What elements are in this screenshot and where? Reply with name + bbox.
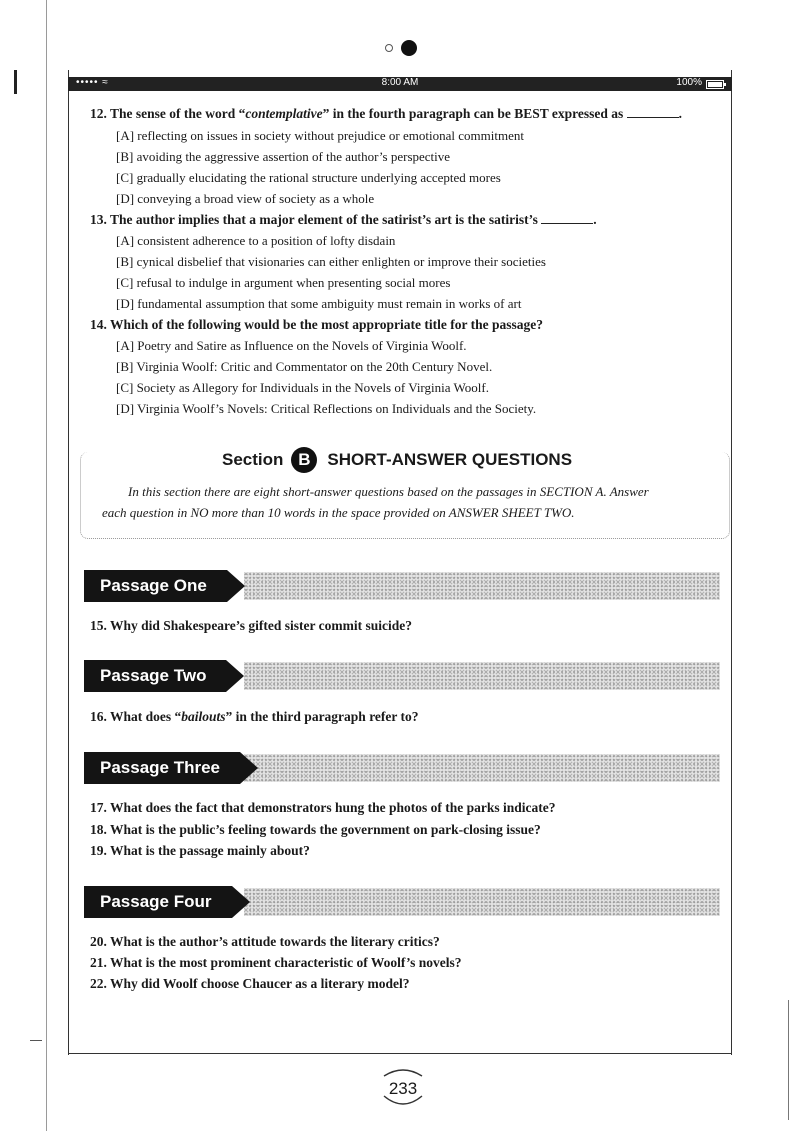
passage-three-banner <box>84 752 720 784</box>
option-14-b: [B] Virginia Woolf: Critic and Commentator on the 20th Century Novel. <box>116 359 493 374</box>
question-21: 21. What is the most prominent characteristic of Woolf’s novels? <box>90 955 462 970</box>
halftone-band <box>244 754 720 782</box>
section-title: SHORT-ANSWER QUESTIONS <box>327 450 573 469</box>
page-number-badge <box>378 1062 428 1110</box>
left-margin-line <box>46 0 47 1131</box>
small-circle-icon <box>385 44 393 52</box>
section-b-heading: Section B SHORT-ANSWER QUESTIONS <box>222 447 572 473</box>
option-12-d: [D] conveying a broad view of society as a whole <box>116 191 375 206</box>
question-18: 18. What is the public’s feeling towards the government on park-closing issue? <box>90 822 541 837</box>
halftone-band <box>244 662 720 690</box>
filled-circle-icon <box>401 40 417 56</box>
arrow-icon <box>226 660 244 692</box>
arrow-icon <box>232 886 250 918</box>
page-number: 233 <box>388 1079 418 1098</box>
question-16: 16. What does “bailouts” in the third paragraph refer to? <box>90 709 419 724</box>
halftone-band <box>244 888 720 916</box>
header-decoration <box>385 40 417 56</box>
question-13: 13. The author implies that a major element of the satirist’s art is the satirist’s . <box>90 212 597 227</box>
question-14: 14. Which of the following would be the most appropriate title for the passage? <box>90 317 544 332</box>
question-17: 17. What does the fact that demonstrators hung the photos of the parks indicate? <box>90 800 556 815</box>
passage-label: Passage One <box>84 570 227 602</box>
passage-four-banner <box>84 886 720 918</box>
question-19: 19. What is the passage mainly about? <box>90 843 310 858</box>
option-12-c: [C] gradually elucidating the rational structure underlying accepted mores <box>116 170 501 185</box>
status-bar <box>68 77 732 91</box>
battery-icon <box>706 80 724 89</box>
option-13-a: [A] consistent adherence to a position of lofty disdain <box>116 233 396 248</box>
option-13-c: [C] refusal to indulge in argument when presenting social mores <box>116 275 451 290</box>
passage-two-banner <box>84 660 720 692</box>
option-12-a: [A] reflecting on issues in society without prejudice or emotional commitment <box>116 128 524 143</box>
arrow-icon <box>240 752 258 784</box>
page-frame-right <box>731 70 732 1055</box>
option-12-b: [B] avoiding the aggressive assertion of the author’s perspective <box>116 149 451 164</box>
passage-one-banner <box>84 570 720 602</box>
right-margin-line <box>788 1000 789 1120</box>
option-13-d: [D] fundamental assumption that some ambiguity must remain in works of art <box>116 296 522 311</box>
answer-blank <box>541 213 593 224</box>
option-14-c: [C] Society as Allegory for Individuals in the Novels of Virginia Woolf. <box>116 380 489 395</box>
option-14-a: [A] Poetry and Satire as Influence on the Novels of Virginia Woolf. <box>116 338 467 353</box>
arrow-icon <box>227 570 245 602</box>
passage-label: Passage Four <box>84 886 232 918</box>
section-instructions-line-1: In this section there are eight short-answer questions based on the passages in SECTION A. Answer <box>128 484 649 499</box>
status-time: 8:00 AM <box>381 77 419 88</box>
section-badge: B <box>291 447 317 473</box>
left-margin-mark <box>14 70 17 94</box>
passage-label: Passage Three <box>84 752 240 784</box>
option-14-d: [D] Virginia Woolf’s Novels: Critical Reflections on Individuals and the Society. <box>116 401 537 416</box>
signal-indicator: ••••• ≈ <box>76 77 109 88</box>
page-frame-left <box>68 70 69 1055</box>
halftone-band <box>244 572 720 600</box>
answer-blank <box>627 107 679 118</box>
question-12: 12. The sense of the word “contemplative” in the fourth paragraph can be BEST expressed as . <box>90 106 683 121</box>
question-20: 20. What is the author’s attitude towards the literary critics? <box>90 934 440 949</box>
question-15: 15. Why did Shakespeare’s gifted sister commit suicide? <box>90 618 413 633</box>
battery-percent: 100% <box>676 77 702 88</box>
question-22: 22. Why did Woolf choose Chaucer as a literary model? <box>90 976 410 991</box>
left-margin-tick <box>30 1040 42 1041</box>
page-frame-bottom <box>68 1053 732 1054</box>
passage-label: Passage Two <box>84 660 226 692</box>
wifi-icon: ≈ <box>102 77 109 88</box>
option-13-b: [B] cynical disbelief that visionaries can either enlighten or improve their societies <box>116 254 546 269</box>
section-instructions-line-2: each question in NO more than 10 words in the space provided on ANSWER SHEET TWO. <box>102 505 575 520</box>
